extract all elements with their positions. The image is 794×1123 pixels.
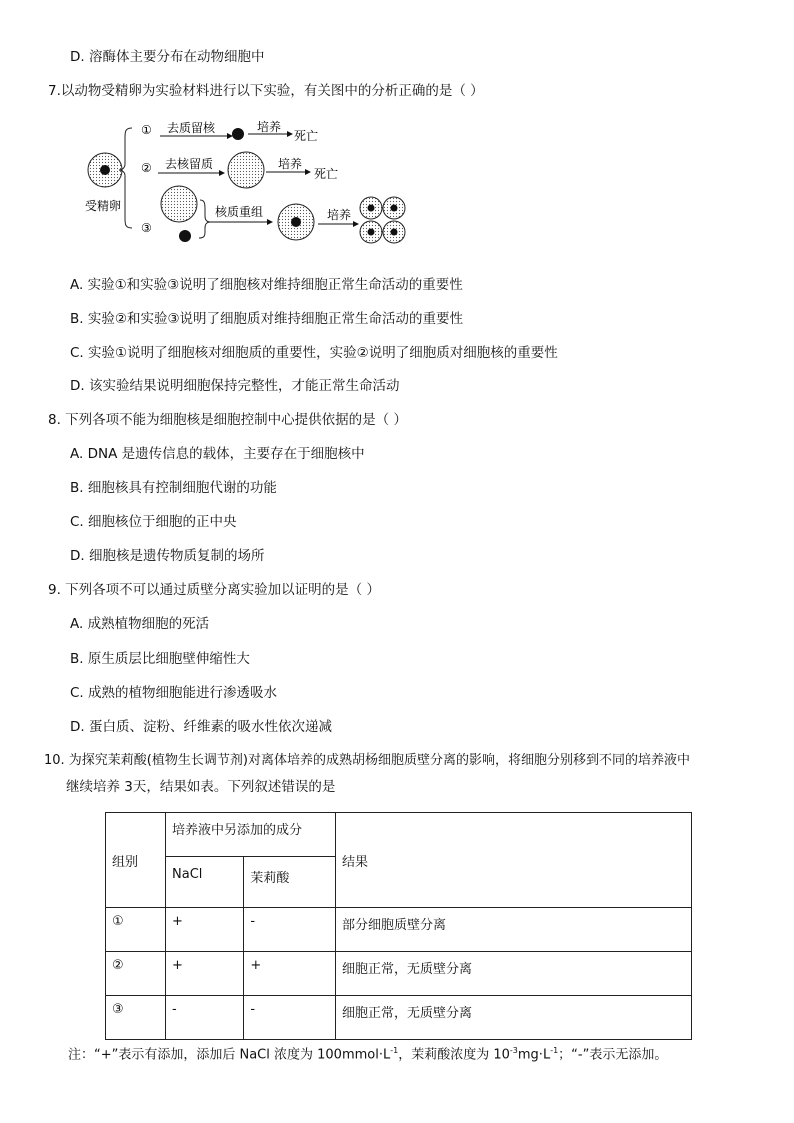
table-header-group: 组别	[106, 813, 166, 908]
q7-option-c: C. 实验①说明了细胞核对细胞质的重要性，实验②说明了细胞质对细胞核的重要性	[70, 345, 558, 361]
q7-stem: 7.以动物受精卵为实验材料进行以下实验，有关图中的分析正确的是（ ）	[48, 83, 484, 99]
brace	[119, 128, 132, 228]
table-header-added: 培养液中另添加的成分	[166, 813, 336, 857]
row-nacl: +	[166, 908, 244, 952]
row-result: 部分细胞质壁分离	[336, 908, 692, 952]
q10-results-table	[105, 812, 692, 1040]
q10-stem-line1: 10. 为探究茉莉酸(植物生长调节剂)对离体培养的成熟胡杨细胞质壁分离的影响，将细胞分别移到不同的培养液中	[44, 753, 690, 768]
row-jasmonic: -	[244, 908, 336, 952]
q9-option-c: C. 成熟的植物细胞能进行渗透吸水	[70, 685, 278, 701]
table-header-result: 结果	[336, 813, 692, 908]
row-nacl: -	[166, 996, 244, 1040]
row-group: ③	[106, 996, 166, 1040]
table-row	[106, 996, 692, 1040]
q7-option-a: A. 实验①和实验③说明了细胞核对维持细胞正常生命活动的重要性	[70, 277, 463, 293]
table-row	[106, 908, 692, 952]
exp2-result: 死亡	[314, 167, 339, 181]
exp2-cytoplasm	[228, 152, 264, 188]
q8-option-b: B. 细胞核具有控制细胞代谢的功能	[70, 480, 277, 496]
row-nacl: +	[166, 952, 244, 996]
q10-table-note: 注：“+”表示有添加，添加后 NaCl 浓度为 $100mmol\cdot L^{-1}$，茉莉酸浓度为 $10^{-3}mg\cdot L^{-1}$；“-”表示无添加。	[68, 1046, 668, 1063]
exp1-nucleus	[232, 128, 244, 140]
q8-option-d: D. 细胞核是遗传物质复制的场所	[70, 548, 265, 564]
q7-experiment-diagram	[80, 116, 420, 250]
q6-option-d: D. 溶酶体主要分布在动物细胞中	[70, 49, 265, 65]
exp3-step: 核质重组	[215, 205, 264, 219]
exp2-culture: 培养	[278, 157, 303, 171]
table-header-nacl: NaCl	[166, 857, 244, 908]
q8-option-c: C. 细胞核位于细胞的正中央	[70, 514, 237, 530]
exp1-result: 死亡	[294, 129, 319, 143]
q7-option-b: B. 实验②和实验③说明了细胞质对维持细胞正常生命活动的重要性	[70, 311, 464, 327]
exp3-nucleus	[179, 230, 191, 242]
q9-option-b: B. 原生质层比细胞壁伸缩性大	[70, 651, 250, 667]
zygote-nucleus	[100, 165, 110, 175]
q7-option-d: D. 该实验结果说明细胞保持完整性，才能正常生命活动	[70, 378, 400, 394]
exp1-step: 去质留核	[167, 121, 216, 135]
exp1-label: ①	[141, 123, 152, 137]
row-jasmonic: +	[244, 952, 336, 996]
exp3-culture: 培养	[327, 208, 352, 222]
row-result: 细胞正常，无质壁分离	[336, 952, 692, 996]
q9-stem: 9. 下列各项不可以通过质壁分离实验加以证明的是（ ）	[48, 582, 380, 598]
exp2-step: 去核留质	[165, 157, 214, 171]
row-group: ②	[106, 952, 166, 996]
q8-option-a: A. DNA 是遗传信息的载体，主要存在于细胞核中	[70, 446, 365, 462]
row-result: 细胞正常，无质壁分离	[336, 996, 692, 1040]
exp3-cytoplasm	[161, 186, 197, 222]
exp3-divided-cells	[360, 197, 405, 243]
exp1-culture: 培养	[257, 120, 282, 134]
table-row	[106, 952, 692, 996]
q9-option-a: A. 成熟植物细胞的死活	[70, 616, 210, 632]
table-header-jasmonic: 茉莉酸	[244, 857, 336, 908]
exp2-label: ②	[141, 161, 152, 175]
exp3-label: ③	[141, 221, 152, 235]
row-jasmonic: -	[244, 996, 336, 1040]
row-group: ①	[106, 908, 166, 952]
q10-stem-line2: 继续培养 3天，结果如表。下列叙述错误的是	[66, 779, 336, 795]
zygote-label: 受精卵	[85, 199, 122, 213]
q8-stem: 8. 下列各项不能为细胞核是细胞控制中心提供依据的是（ ）	[48, 412, 407, 428]
q9-option-d: D. 蛋白质、淀粉、纤维素的吸水性依次递减	[70, 719, 332, 735]
